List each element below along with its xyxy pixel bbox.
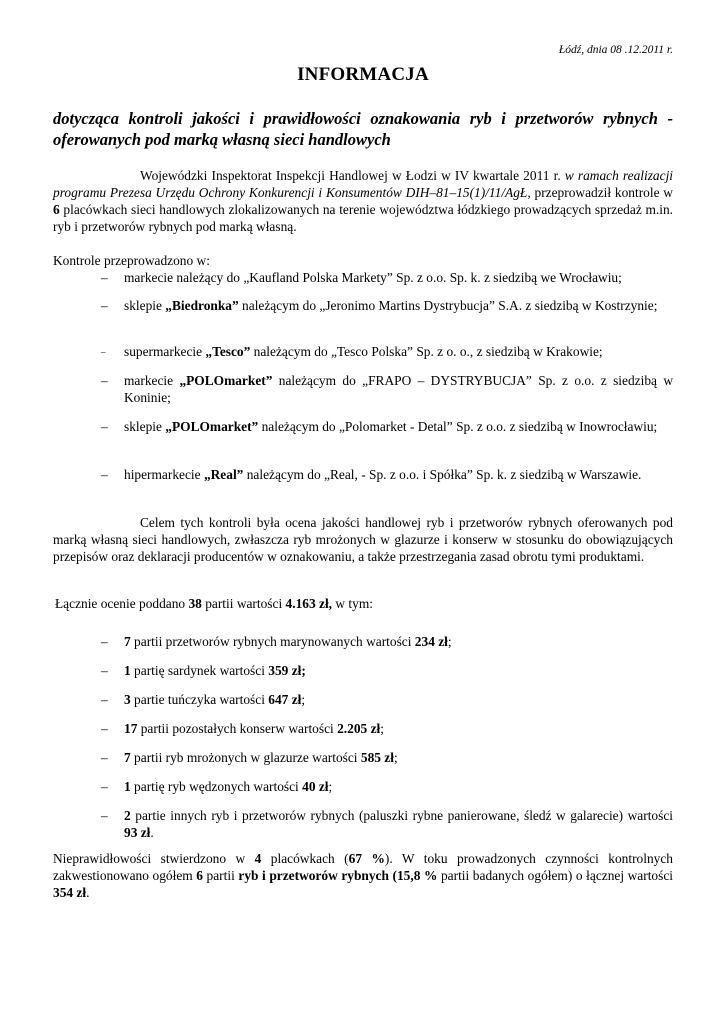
list-item: – sklepie „Biedronka” należącym do „Jeronimo Martins Dystrybucja” S.A. z siedzibą w Kostrzynie;: [101, 298, 658, 313]
list-item: – 7 partii ryb mrożonych w glazurze wartości 585 zł;: [101, 750, 398, 765]
list-item: – hipermarkecie „Real” należącym do „Real, - Sp. z o.o. i Spółka” Sp. k. z siedzibą w Warszawie.: [101, 467, 642, 482]
list-item: – 1 partię ryb wędzonych wartości 40 zł;: [101, 779, 333, 794]
purpose-paragraph: Celem tych kontroli była ocena jakości handlowej ryb i przetworów rybnych oferowanych pod marką własną sieci handlowych, zwłaszcza ryb mrożonych w glazurze i konserw w stosunku do obowiązujących przepisów oraz deklaracji producentów w oznakowaniu, a także przestrzegania zasad obrotu tymi produktami.: [53, 515, 673, 564]
list-item: – sklepie „POLOmarket” należącym do „Polomarket - Detal” Sp. z o.o. z siedzibą w Inowrocławiu;: [101, 419, 658, 434]
list-item: – 7 partii przetworów rybnych marynowanych wartości 234 zł;: [101, 634, 452, 649]
list-item: – 17 partii pozostałych konserw wartości 2.205 zł;: [101, 721, 384, 736]
document-title: INFORMACJA: [297, 64, 429, 85]
stores-heading: Kontrole przeprowadzono w:: [53, 253, 210, 268]
summary-paragraph: Nieprawidłowości stwierdzono w 4 placówkach (67 %). W toku prowadzonych czynności kontrolnych zakwestionowano ogółem 6 partii ryb i przetworów rybnych (15,8 % partii badanych ogółem) o łącznej wartości 354 zł.: [53, 851, 673, 900]
document-page: [53, 0, 673, 1024]
list-item: – 2 partie innych ryb i przetworów rybnych (paluszki rybne panierowane, śledź w galarecie) wartości 93 zł.: [101, 808, 673, 840]
list-item: – 1 partię sardynek wartości 359 zł;: [101, 663, 306, 678]
document-subtitle: dotycząca kontroli jakości i prawidłowości oznakowania ryb i przetworów rybnych - oferowanych pod marką własną sieci handlowych: [53, 109, 673, 149]
list-item: – supermarkecie „Tesco” należącym do „Tesco Polska” Sp. z o. o., z siedzibą w Krakowie;: [101, 344, 603, 359]
dateline: Łódź, dnia 08 .12.2011 r.: [558, 44, 673, 56]
list-item: – 3 partie tuńczyka wartości 647 zł;: [101, 692, 306, 707]
total-line: Łącznie ocenie poddano 38 partii wartości 4.163 zł, w tym:: [55, 596, 373, 611]
list-item: – markecie „POLOmarket” należącym do „FRAPO – DYSTRYBUCJA” Sp. z o.o. z siedzibą w Koninie;: [101, 373, 673, 405]
intro-paragraph: Wojewódzki Inspektorat Inspekcji Handlowej w Łodzi w IV kwartale 2011 r. w ramach realizacji programu Prezesa Urzędu Ochrony Konkurencji i Konsumentów DIH–81–15(1)/11/AgŁ, przeprowadził kontrole w 6 placówkach sieci handlowych zlokalizowanych na terenie województwa łódzkiego prowadzących sprzedaż m.in. ryb i przetworów rybnych pod marką własną.: [53, 168, 674, 234]
list-item: – markecie należący do „Kaufland Polska Markety” Sp. z o.o. Sp. k. z siedzibą we Wrocławiu;: [101, 270, 622, 285]
